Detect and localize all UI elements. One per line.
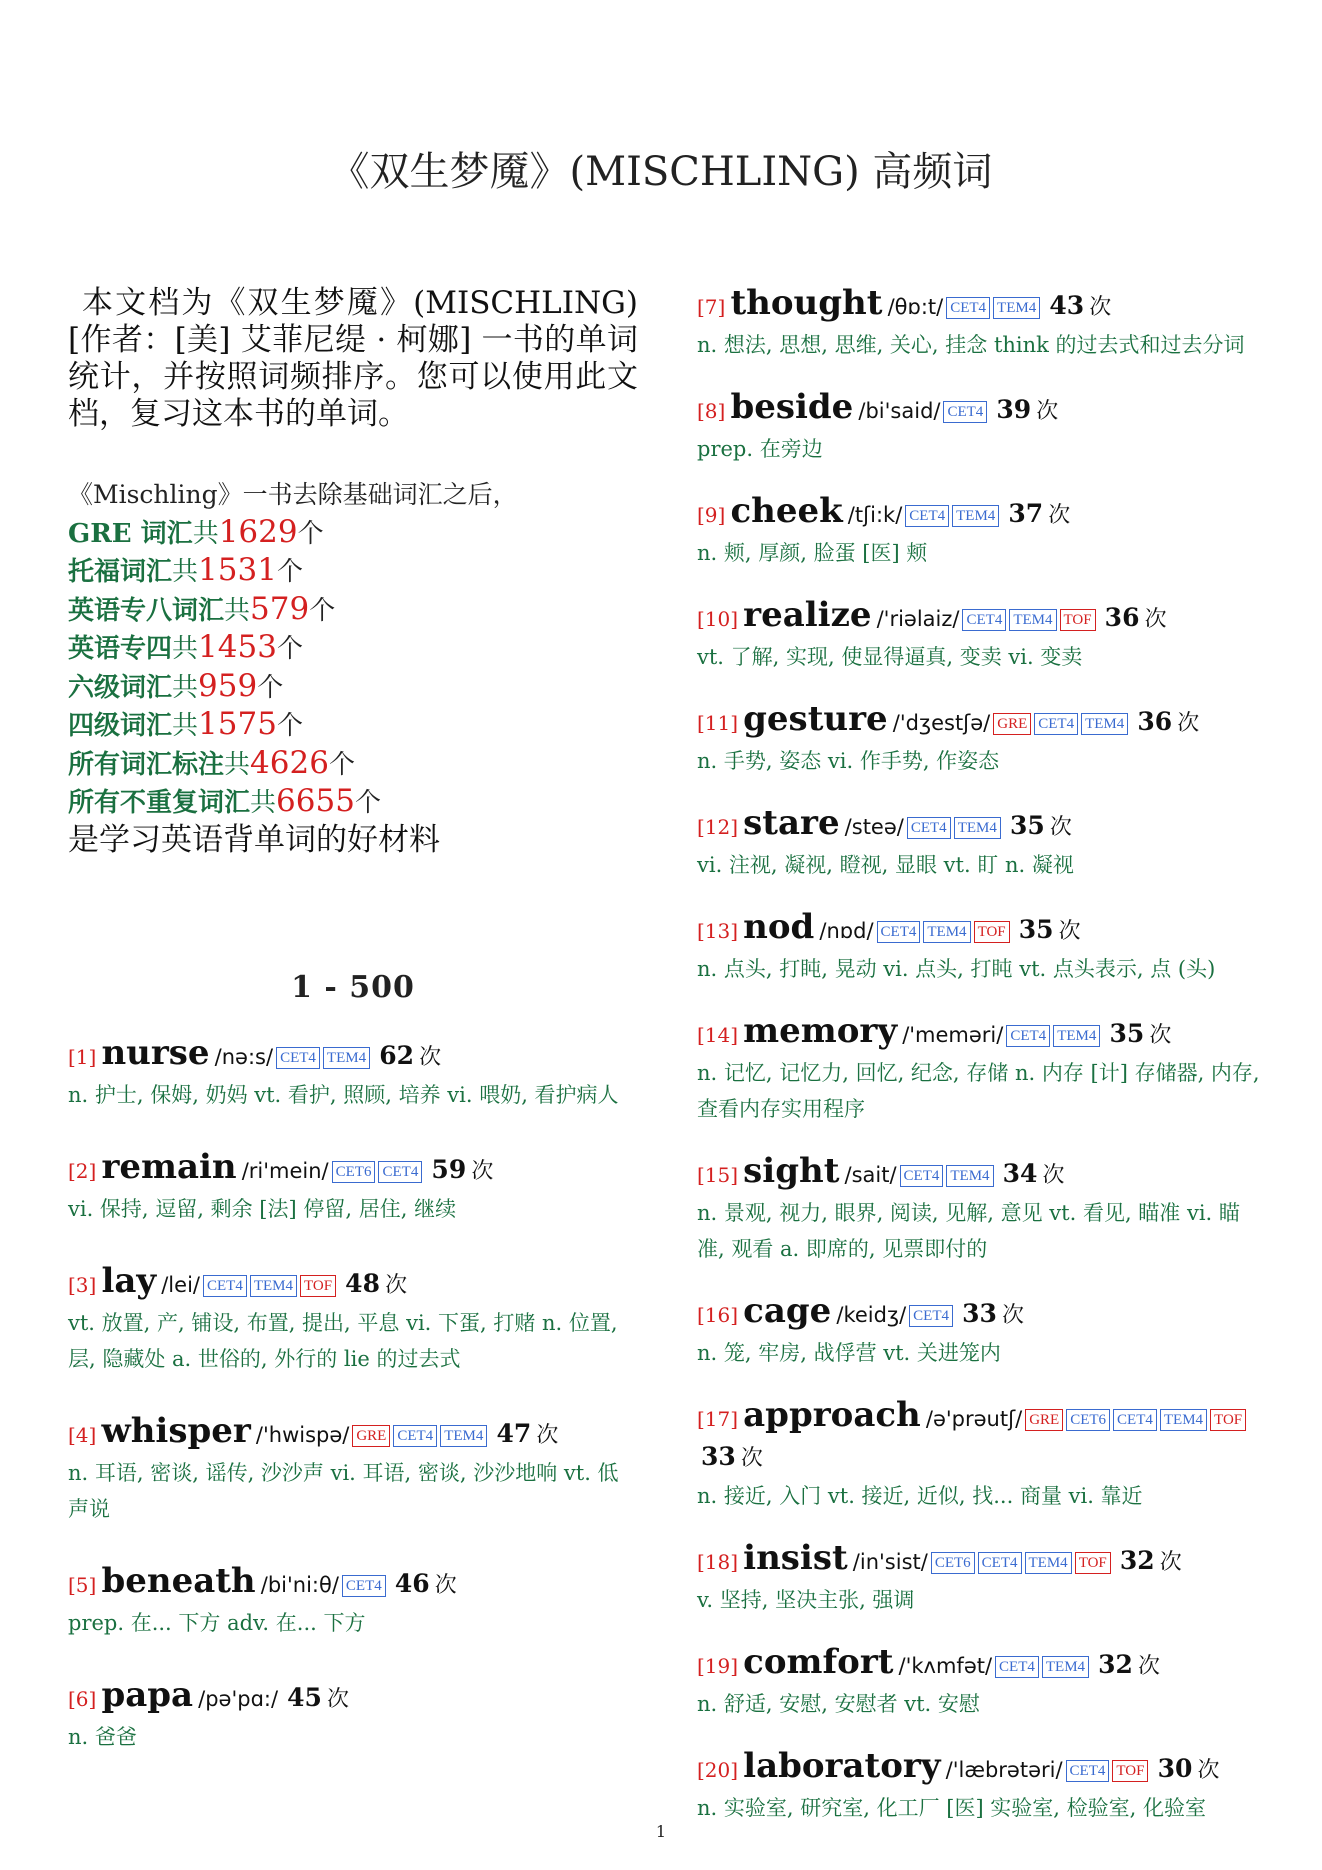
entry-definition: n. 实验室, 研究室, 化工厂 [医] 实验室, 检验室, 化验室 xyxy=(697,1796,1207,1820)
entry-count: 35 xyxy=(1009,811,1045,840)
word-entry xyxy=(697,909,1267,987)
word-entry xyxy=(68,1563,638,1641)
exam-tag: TEM4 xyxy=(1081,713,1128,735)
entry-index: [2] xyxy=(68,1159,97,1183)
entry-phonetic: /bi'ni:θ/ xyxy=(260,1573,339,1597)
stat-value: 959 xyxy=(198,667,258,704)
stat-value: 1531 xyxy=(198,552,277,588)
entries-right xyxy=(697,285,1267,1826)
exam-tag: CET4 xyxy=(962,609,1006,631)
entry-count: 45 xyxy=(287,1683,322,1712)
entry-word: cheek xyxy=(730,491,843,531)
stat-value: 6655 xyxy=(276,783,355,819)
word-entry xyxy=(697,701,1267,779)
entry-definition: n. 记忆, 记忆力, 回忆, 纪念, 存储 n. 内存 [计] 存储器, 内存, 查看内存实用程序 xyxy=(697,1061,1260,1121)
entry-word: sight xyxy=(743,1151,840,1191)
exam-tag: CET6 xyxy=(1066,1409,1110,1431)
entry-word: nurse xyxy=(101,1033,210,1073)
exam-tag: TOF xyxy=(1112,1760,1148,1782)
entry-phonetic: /keidʒ/ xyxy=(836,1303,907,1327)
count-suffix: 次 xyxy=(1002,1303,1025,1328)
exam-tag: CET4 xyxy=(342,1575,386,1597)
stat-unit: 个 xyxy=(328,749,355,780)
exam-tag: CET4 xyxy=(978,1552,1022,1574)
stat-line xyxy=(68,668,638,707)
entry-phonetic: /bi'said/ xyxy=(858,399,941,423)
exam-tag: TEM4 xyxy=(323,1047,370,1069)
exam-tag: GRE xyxy=(352,1425,390,1447)
entry-count: 34 xyxy=(1002,1159,1038,1188)
entry-word: approach xyxy=(743,1395,921,1435)
stat-gong: 共 xyxy=(192,518,219,549)
entry-index: [11] xyxy=(697,711,739,735)
count-suffix: 次 xyxy=(1048,503,1071,528)
exam-tag: TEM4 xyxy=(954,817,1001,839)
entry-index: [6] xyxy=(68,1687,97,1711)
count-suffix: 次 xyxy=(1138,1654,1161,1679)
count-suffix: 次 xyxy=(1049,815,1072,840)
entry-head xyxy=(697,1013,1267,1055)
entry-head xyxy=(68,1413,638,1455)
entry-phonetic: /'meməri/ xyxy=(902,1023,1004,1047)
stats-block xyxy=(68,477,638,858)
entry-phonetic: /lei/ xyxy=(161,1273,200,1297)
word-entry xyxy=(68,1677,638,1755)
stat-label: 所有不重复词汇 xyxy=(68,788,251,818)
entry-head xyxy=(697,389,1267,431)
entry-phonetic: /tʃi:k/ xyxy=(847,503,903,527)
exam-tag: CET4 xyxy=(1006,1025,1050,1047)
stat-line xyxy=(68,629,638,668)
entry-definition: n. 手势, 姿态 vi. 作手势, 作姿态 xyxy=(697,749,1000,773)
entry-count: 46 xyxy=(394,1569,430,1598)
entry-count: 59 xyxy=(431,1155,467,1184)
word-entry xyxy=(697,1540,1267,1618)
entry-word: beside xyxy=(730,387,854,427)
entry-definition: n. 颊, 厚颜, 脸蛋 [医] 颊 xyxy=(697,541,928,565)
entry-word: lay xyxy=(101,1261,157,1301)
entry-definition: n. 舒适, 安慰, 安慰者 vt. 安慰 xyxy=(697,1692,980,1716)
entries-left xyxy=(68,1035,638,1755)
exam-tag: TEM4 xyxy=(1042,1656,1089,1678)
exam-tag: TOF xyxy=(974,921,1010,943)
entry-head xyxy=(697,493,1267,535)
word-entry xyxy=(697,805,1267,883)
stat-unit: 个 xyxy=(309,595,336,626)
entry-definition: vi. 保持, 逗留, 剩余 [法] 停留, 居住, 继续 xyxy=(68,1197,457,1221)
entry-definition: prep. 在旁边 xyxy=(697,437,823,461)
count-suffix: 次 xyxy=(434,1573,457,1598)
entry-phonetic: /pə'pɑ:/ xyxy=(198,1687,279,1711)
entry-index: [20] xyxy=(697,1758,739,1782)
entry-index: [18] xyxy=(697,1550,739,1574)
word-entry xyxy=(697,1153,1267,1267)
entry-head xyxy=(697,1644,1267,1686)
stat-unit: 个 xyxy=(276,557,303,587)
stats-list xyxy=(68,514,638,822)
exam-tag: TOF xyxy=(1060,609,1096,631)
page-number: 1 xyxy=(655,1822,667,1841)
stat-label: 四级词汇 xyxy=(68,711,173,741)
word-entry xyxy=(697,1644,1267,1722)
stat-gong: 共 xyxy=(172,711,199,741)
exam-tag: TOF xyxy=(300,1275,336,1297)
stats-lead: 《Mischling》一书去除基础词汇之后， xyxy=(68,480,518,509)
entry-index: [4] xyxy=(68,1423,97,1447)
entry-phonetic: /θɒ:t/ xyxy=(887,295,944,319)
entry-head xyxy=(68,1677,638,1719)
word-entry xyxy=(697,493,1267,571)
stat-label: 英语专八词汇 xyxy=(68,595,225,626)
entry-definition: n. 耳语, 密谈, 谣传, 沙沙声 vi. 耳语, 密谈, 沙沙地响 vt. 低声说 xyxy=(68,1461,619,1521)
word-entry xyxy=(697,389,1267,467)
entry-word: memory xyxy=(743,1011,898,1051)
entry-definition: n. 护士, 保姆, 奶妈 vt. 看护, 照顾, 培养 vi. 喂奶, 看护病人 xyxy=(68,1083,619,1107)
exam-tag: TEM4 xyxy=(993,297,1040,319)
entry-phonetic: /'kʌmfət/ xyxy=(898,1654,993,1678)
stat-line xyxy=(68,591,638,630)
entry-index: [12] xyxy=(697,815,739,839)
stat-gong: 共 xyxy=(172,557,199,587)
stat-value: 579 xyxy=(250,590,310,627)
entry-definition: n. 想法, 思想, 思维, 关心, 挂念 think 的过去式和过去分词 xyxy=(697,333,1245,357)
entry-head xyxy=(697,1748,1267,1790)
exam-tag: CET4 xyxy=(203,1275,247,1297)
exam-tag: CET4 xyxy=(276,1047,320,1069)
stat-unit: 个 xyxy=(297,518,324,549)
entry-head xyxy=(697,1153,1267,1195)
count-suffix: 次 xyxy=(1042,1163,1065,1188)
exam-tag: CET4 xyxy=(378,1161,422,1183)
entry-index: [16] xyxy=(697,1303,739,1327)
exam-tag: CET4 xyxy=(900,1165,944,1187)
word-entry xyxy=(68,1149,638,1227)
exam-tag: TEM4 xyxy=(250,1275,297,1297)
entry-phonetic: /sait/ xyxy=(844,1163,897,1187)
stat-label: 六级词汇 xyxy=(68,672,173,703)
stat-value: 1575 xyxy=(198,706,277,742)
entry-head xyxy=(68,1563,638,1605)
stat-label: 英语专四 xyxy=(68,634,173,664)
entry-index: [17] xyxy=(697,1407,739,1431)
entry-definition: n. 笼, 牢房, 战俘营 vt. 关进笼内 xyxy=(697,1341,1001,1365)
entry-phonetic: /steə/ xyxy=(844,815,904,839)
stat-unit: 个 xyxy=(257,672,284,703)
exam-tag: TEM4 xyxy=(1053,1025,1100,1047)
entry-head xyxy=(697,1397,1267,1478)
stat-unit: 个 xyxy=(276,711,303,741)
exam-tag: CET4 xyxy=(1113,1409,1157,1431)
exam-tag: GRE xyxy=(993,713,1031,735)
exam-tag: TEM4 xyxy=(1009,609,1056,631)
stat-line xyxy=(68,783,638,822)
entry-index: [1] xyxy=(68,1045,97,1069)
exam-tag: TOF xyxy=(1075,1552,1111,1574)
exam-tag: CET4 xyxy=(905,505,949,527)
entry-index: [19] xyxy=(697,1654,739,1678)
exam-tag: CET6 xyxy=(332,1161,376,1183)
entry-index: [3] xyxy=(68,1273,97,1297)
exam-tag: CET4 xyxy=(907,817,951,839)
entry-head xyxy=(697,597,1267,639)
entry-index: [5] xyxy=(68,1573,97,1597)
stats-tail: 是学习英语背单词的好材料 xyxy=(68,821,440,858)
word-entry xyxy=(697,1748,1267,1826)
exam-tag: TEM4 xyxy=(946,1165,993,1187)
entry-phonetic: /'dʒestʃə/ xyxy=(892,711,991,735)
entry-head xyxy=(697,285,1267,327)
entry-head xyxy=(697,1293,1267,1335)
entry-word: comfort xyxy=(743,1642,894,1682)
stat-line xyxy=(68,514,638,553)
entry-index: [13] xyxy=(697,919,739,943)
count-suffix: 次 xyxy=(1036,399,1059,424)
count-suffix: 次 xyxy=(536,1423,559,1448)
stat-label: GRE 词汇 xyxy=(68,518,193,549)
word-entry xyxy=(697,1013,1267,1127)
entry-definition: vt. 了解, 实现, 使显得逼真, 变卖 vi. 变卖 xyxy=(697,645,1083,669)
exam-tag: TEM4 xyxy=(1025,1552,1072,1574)
entry-count: 37 xyxy=(1008,499,1044,528)
word-entry xyxy=(68,1035,638,1113)
entry-phonetic: /in'sist/ xyxy=(852,1550,928,1574)
word-entry xyxy=(697,285,1267,363)
entry-definition: n. 接近, 入门 vt. 接近, 近似, 找... 商量 vi. 靠近 xyxy=(697,1484,1143,1508)
stat-label: 所有词汇标注 xyxy=(68,749,225,780)
page-title: 《双生梦魇》(MISCHLING) 高频词 xyxy=(329,149,993,195)
stat-value: 1629 xyxy=(218,513,298,550)
word-entry xyxy=(697,597,1267,675)
stat-label: 托福词汇 xyxy=(68,557,173,587)
word-entry xyxy=(68,1413,638,1527)
stat-gong: 共 xyxy=(224,595,251,626)
entry-count: 30 xyxy=(1157,1754,1193,1783)
entry-definition: n. 爸爸 xyxy=(68,1725,137,1749)
entry-head xyxy=(68,1149,638,1191)
count-suffix: 次 xyxy=(1197,1758,1220,1783)
stat-line xyxy=(68,706,638,745)
count-suffix: 次 xyxy=(1159,1550,1182,1575)
entry-phonetic: /nɒd/ xyxy=(819,919,874,943)
entry-definition: n. 景观, 视力, 眼界, 阅读, 见解, 意见 vt. 看见, 瞄准 vi. 瞄准, 观看 a. 即席的, 见票即付的 xyxy=(697,1201,1240,1261)
entry-phonetic: /ri'mein/ xyxy=(241,1159,329,1183)
exam-tag: CET4 xyxy=(995,1656,1039,1678)
count-suffix: 次 xyxy=(419,1045,442,1070)
entry-word: thought xyxy=(730,283,883,323)
count-suffix: 次 xyxy=(1149,1023,1172,1048)
entry-index: [15] xyxy=(697,1163,739,1187)
entry-index: [9] xyxy=(697,503,726,527)
exam-tag: CET4 xyxy=(1066,1760,1110,1782)
exam-tag: TEM4 xyxy=(952,505,999,527)
exam-tag: GRE xyxy=(1025,1409,1063,1431)
stat-gong: 共 xyxy=(172,672,199,703)
count-suffix: 次 xyxy=(385,1273,408,1298)
entry-head xyxy=(68,1263,638,1305)
exam-tag: TEM4 xyxy=(440,1425,487,1447)
entry-index: [14] xyxy=(697,1023,739,1047)
stat-value: 4626 xyxy=(250,744,329,781)
stat-gong: 共 xyxy=(172,634,199,664)
count-suffix: 次 xyxy=(471,1159,494,1184)
entry-count: 36 xyxy=(1104,603,1140,632)
count-suffix: 次 xyxy=(1144,607,1167,632)
entry-definition: n. 点头, 打盹, 晃动 vi. 点头, 打盹 vt. 点头表示, 点 (头) xyxy=(697,957,1216,981)
word-entry xyxy=(697,1397,1267,1514)
stat-gong: 共 xyxy=(224,749,251,780)
right-column xyxy=(697,285,1267,1852)
exam-tag: CET4 xyxy=(909,1305,953,1327)
exam-tag: CET4 xyxy=(393,1425,437,1447)
entry-phonetic: /'riəlaiz/ xyxy=(876,607,960,631)
entry-definition: vi. 注视, 凝视, 瞪视, 显眼 vt. 盯 n. 凝视 xyxy=(697,853,1074,877)
entry-phonetic: /nə:s/ xyxy=(214,1045,274,1069)
word-entry xyxy=(68,1263,638,1377)
entry-head xyxy=(697,909,1267,951)
entry-index: [10] xyxy=(697,607,739,631)
exam-tag: TEM4 xyxy=(1160,1409,1207,1431)
entry-count: 39 xyxy=(996,395,1032,424)
entry-count: 35 xyxy=(1109,1019,1145,1048)
entry-count: 62 xyxy=(379,1041,414,1070)
entry-phonetic: /'hwispə/ xyxy=(255,1423,350,1447)
entry-word: laboratory xyxy=(743,1746,941,1786)
entry-head xyxy=(68,1035,638,1077)
entry-word: remain xyxy=(101,1147,237,1187)
entry-word: gesture xyxy=(743,699,888,739)
entry-definition: vt. 放置, 产, 铺设, 布置, 提出, 平息 vi. 下蛋, 打赌 n. 位置, 层, 隐藏处 a. 世俗的, 外行的 lie 的过去式 xyxy=(68,1311,618,1371)
exam-tag: CET6 xyxy=(931,1552,975,1574)
stat-gong: 共 xyxy=(250,788,277,818)
stat-line xyxy=(68,745,638,784)
stat-line xyxy=(68,552,638,591)
entry-phonetic: /'læbrətəri/ xyxy=(945,1758,1063,1782)
entry-definition: prep. 在... 下方 adv. 在... 下方 xyxy=(68,1611,366,1635)
stat-unit: 个 xyxy=(276,634,303,664)
entry-head xyxy=(697,1540,1267,1582)
entry-index: [7] xyxy=(697,295,726,319)
entry-word: insist xyxy=(743,1538,848,1578)
exam-tag: CET4 xyxy=(946,297,990,319)
range-heading: 1 - 500 xyxy=(291,970,415,1005)
exam-tag: CET4 xyxy=(943,401,987,423)
entry-word: cage xyxy=(743,1291,832,1331)
entry-count: 32 xyxy=(1098,1650,1133,1679)
entry-word: whisper xyxy=(101,1411,251,1451)
count-suffix: 次 xyxy=(1058,919,1081,944)
entry-count: 33 xyxy=(701,1442,736,1471)
entry-count: 33 xyxy=(962,1299,997,1328)
count-suffix: 次 xyxy=(1089,295,1112,320)
entry-phonetic: /ə'prəutʃ/ xyxy=(925,1407,1023,1431)
stat-value: 1453 xyxy=(198,629,277,665)
stat-unit: 个 xyxy=(354,788,381,818)
entry-count: 43 xyxy=(1049,291,1085,320)
entry-count: 48 xyxy=(345,1269,380,1298)
entry-word: stare xyxy=(743,803,840,843)
entry-word: papa xyxy=(101,1675,194,1715)
count-suffix: 次 xyxy=(1177,711,1200,736)
entry-word: nod xyxy=(743,907,815,947)
count-suffix: 次 xyxy=(327,1687,350,1712)
entry-count: 35 xyxy=(1018,915,1054,944)
entry-definition: v. 坚持, 坚决主张, 强调 xyxy=(697,1588,915,1612)
word-entry xyxy=(697,1293,1267,1371)
entry-count: 32 xyxy=(1119,1546,1155,1575)
entry-count: 47 xyxy=(496,1419,532,1448)
entry-head xyxy=(697,805,1267,847)
exam-tag: CET4 xyxy=(1034,713,1078,735)
entry-count: 36 xyxy=(1137,707,1173,736)
entry-word: realize xyxy=(743,595,872,635)
exam-tag: TOF xyxy=(1210,1409,1246,1431)
exam-tag: TEM4 xyxy=(923,921,970,943)
exam-tag: CET4 xyxy=(877,921,921,943)
entry-index: [8] xyxy=(697,399,726,423)
entry-word: beneath xyxy=(101,1561,256,1601)
count-suffix: 次 xyxy=(740,1446,763,1471)
left-column xyxy=(68,285,638,1755)
entry-head xyxy=(697,701,1267,743)
intro-paragraph: 本文档为《双生梦魇》(MISCHLING)[作者：[美] 艾菲尼缇 · 柯娜] 一书的单词统计，并按照词频排序。您可以使用此文档，复习这本书的单词。 xyxy=(68,285,638,432)
